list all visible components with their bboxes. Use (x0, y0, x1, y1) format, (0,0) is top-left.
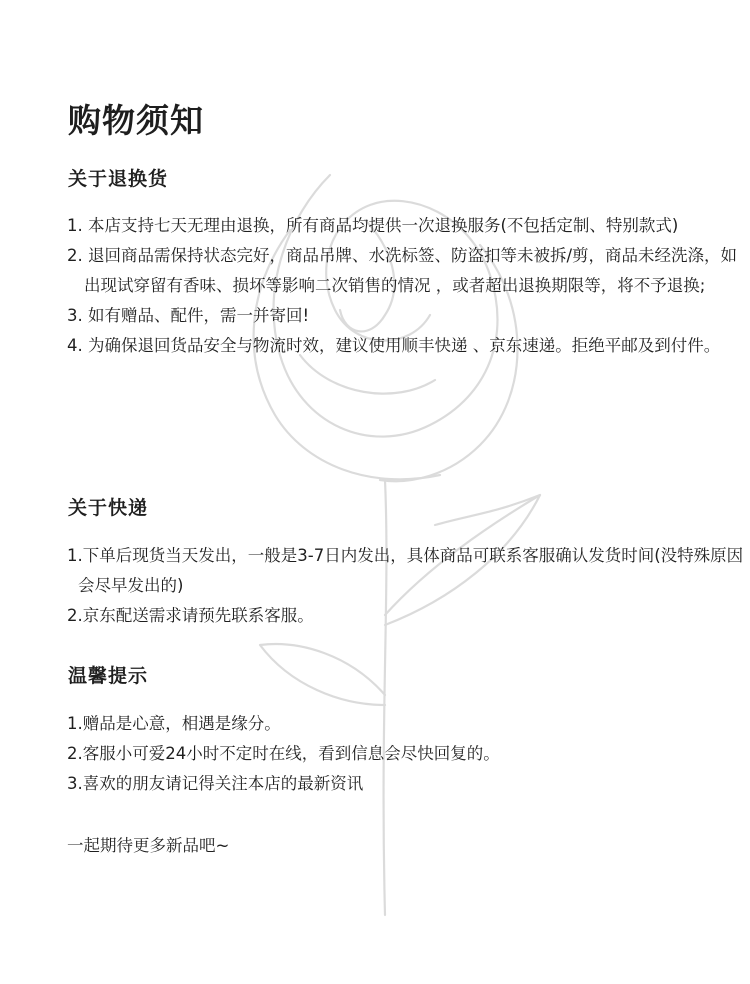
list-item: 2.客服小可爱24小时不定时在线，看到信息会尽快回复的。 (67, 744, 500, 763)
delivery-list (67, 541, 750, 631)
tips-list (67, 709, 500, 799)
page-title: 购物须知 (68, 101, 204, 140)
list-item: 4. 为确保退回货品安全与物流时效，建议使用顺丰快递 、京东速递。拒绝平邮及到付件。 (67, 336, 721, 355)
closing-line: 一起期待更多新品吧~ (67, 836, 230, 855)
section-heading-delivery: 关于快递 (68, 497, 149, 519)
list-item: 3.喜欢的朋友请记得关注本店的最新资讯 (67, 774, 364, 793)
list-item: 1.赠品是心意，相遇是缘分。 (67, 714, 281, 733)
list-item: 1. 本店支持七天无理由退换，所有商品均提供一次退换服务(不包括定制、特别款式) (67, 216, 679, 235)
returns-list (67, 211, 750, 361)
list-item: 2. 退回商品需保持状态完好，商品吊牌、水洗标签、防盗扣等未被拆/剪，商品未经洗涤，如出现试穿留有香味、损坏等影响二次销售的情况 ，或者超出退换期限等，将不予退换; (67, 246, 738, 295)
section-heading-tips: 温馨提示 (68, 665, 149, 687)
list-item: 3. 如有赠品、配件，需一并寄回! (67, 306, 310, 325)
list-item: 1.下单后现货当天发出，一般是3-7日内发出，具体商品可联系客服确认发货时间(没特殊原因会尽早发出的) (67, 546, 744, 595)
section-heading-returns: 关于退换货 (68, 168, 169, 190)
list-item: 2.京东配送需求请预先联系客服。 (67, 606, 314, 625)
